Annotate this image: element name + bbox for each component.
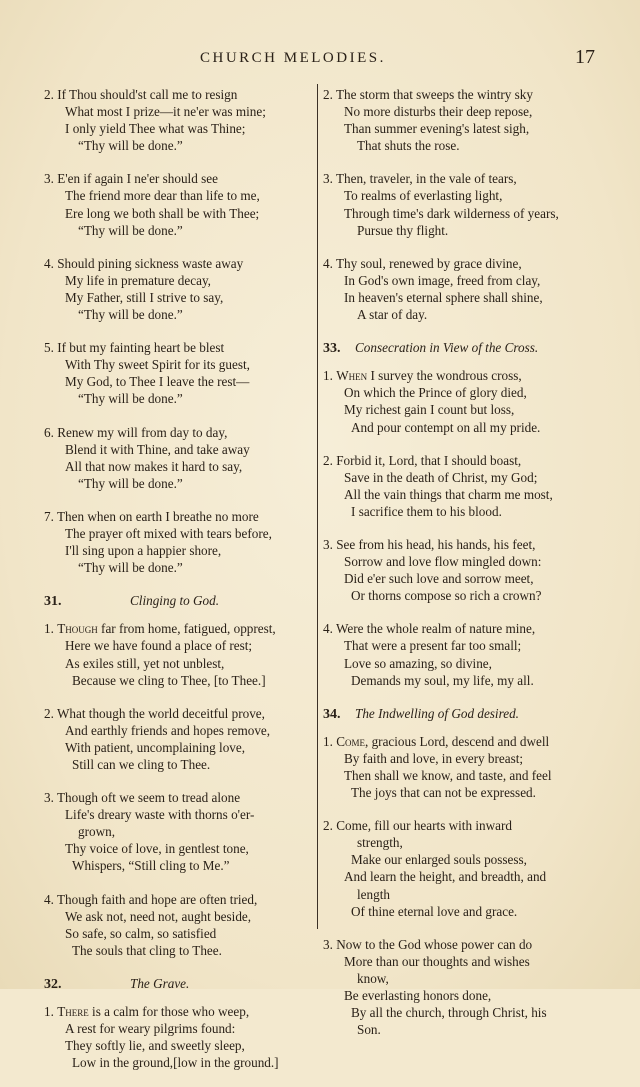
verse-line: The joys that can not be expressed.	[351, 785, 536, 801]
verse-line: Than summer evening's latest sigh,	[344, 121, 530, 137]
verse-line: That were a present far too small;	[344, 638, 522, 654]
stanza	[323, 367, 605, 435]
stanza	[323, 733, 605, 801]
hymn-heading	[44, 592, 316, 610]
verse-line: length	[357, 886, 390, 902]
stanza	[323, 86, 605, 154]
hymn-title: Consecration in View of the Cross.	[355, 340, 539, 356]
verse-line: With Thy sweet Spirit for its guest,	[65, 357, 250, 373]
verse-line: Low in the ground,[low in the ground.]	[72, 1055, 279, 1071]
verse-line: More than our thoughts and wishes	[344, 953, 530, 969]
verse-line: What most I prize—it ne'er was mine;	[65, 104, 266, 120]
verse-line: strength,	[357, 835, 403, 851]
page-number: 17	[575, 46, 595, 68]
right-column	[323, 86, 605, 1054]
verse-line: Through time's dark wilderness of years,	[344, 205, 559, 221]
verse-line: Blend it with Thine, and take away	[65, 441, 250, 457]
running-title: CHURCH MELODIES.	[200, 50, 386, 66]
hymn-heading	[323, 705, 605, 723]
stanza	[44, 789, 316, 874]
verse-line: 4. Though faith and hope are often tried,	[44, 891, 258, 907]
stanza	[44, 424, 316, 492]
verse-line: 2. If Thou should'st call me to resign	[44, 87, 238, 102]
page-header	[0, 46, 640, 74]
hymn-title: The Grave.	[130, 975, 190, 991]
verse-line: Demands my soul, my life, my all.	[351, 672, 534, 688]
stanza	[44, 170, 316, 238]
verse-line: So safe, so calm, so satisfied	[65, 925, 217, 941]
verse-line: By faith and love, in every breast;	[344, 750, 524, 766]
stanza	[323, 536, 605, 604]
verse-line: The friend more dear than life to me,	[65, 188, 260, 204]
verse-line: My God, to Thee I leave the rest—	[65, 374, 250, 390]
verse-line: 7. Then when on earth I breathe no more	[44, 508, 259, 524]
verse-line: 3. Now to the God whose power can do	[323, 936, 533, 952]
verse-line: 2. What though the world deceitful prove,	[44, 705, 265, 721]
stanza	[323, 936, 605, 1039]
hymn-title: The Indwelling of God desired.	[355, 705, 519, 721]
verse-line: Of thine eternal love and grace.	[351, 903, 518, 919]
verse-line: 4. Should pining sickness waste away	[44, 255, 244, 271]
verse-line: 2. Come, fill our hearts with inward	[323, 818, 512, 834]
verse-line: They softly lie, and sweetly sleep,	[65, 1038, 245, 1054]
stanza	[323, 620, 605, 688]
verse-line: Thy voice of love, in gentlest tone,	[65, 841, 249, 857]
verse-line: 3. E'en if again I ne'er should see	[44, 171, 218, 187]
verse-line: Son.	[357, 1022, 381, 1038]
verse-line: That shuts the rose.	[357, 138, 460, 154]
verse-line: All the vain things that charm me most,	[344, 486, 553, 502]
verse-line: 1. Though far from home, fatigued, opprest,	[44, 621, 276, 637]
verse-line: “Thy will be done.”	[78, 222, 183, 238]
verse-line: In heaven's eternal sphere shall shine,	[344, 289, 543, 305]
hymn-number: 31.	[44, 594, 62, 610]
verse-line: Pursue thy flight.	[357, 222, 449, 238]
verse-line: 4. Were the whole realm of nature mine,	[323, 621, 536, 637]
verse-line: On which the Prince of glory died,	[344, 385, 527, 401]
stanza	[44, 620, 316, 688]
verse-line: “Thy will be done.”	[78, 560, 183, 576]
verse-line: I sacrifice them to his blood.	[351, 503, 502, 519]
verse-line: The souls that cling to Thee.	[72, 942, 222, 958]
verse-line: As exiles still, yet not unblest,	[65, 655, 225, 671]
stanza	[44, 339, 316, 407]
stanza	[44, 255, 316, 323]
hymn-title: Clinging to God.	[130, 593, 220, 609]
verse-line: With patient, uncomplaining love,	[65, 739, 246, 755]
stanza	[44, 508, 316, 576]
stanza	[44, 86, 316, 154]
verse-line: And learn the height, and breadth, and	[344, 869, 547, 885]
verse-line: Here we have found a place of rest;	[65, 638, 253, 654]
verse-line: 2. The storm that sweeps the wintry sky	[323, 87, 533, 102]
stanza	[323, 255, 605, 323]
hymn-heading	[323, 339, 605, 357]
column-divider	[317, 84, 318, 929]
stanza	[44, 1003, 316, 1071]
verse-line: Love so amazing, so divine,	[344, 655, 492, 671]
hymn-heading	[44, 975, 316, 993]
verse-line: We ask not, need not, aught beside,	[65, 908, 252, 924]
verse-line: Or thorns compose so rich a crown?	[351, 588, 542, 604]
verse-line: And pour contempt on all my pride.	[351, 419, 541, 435]
hymn-number: 33.	[323, 341, 341, 357]
verse-line: To realms of everlasting light,	[344, 188, 503, 204]
verse-line: “Thy will be done.”	[78, 138, 183, 154]
verse-line: Whispers, “Still cling to Me.”	[72, 858, 230, 874]
verse-line: No more disturbs their deep repose,	[344, 104, 533, 120]
verse-line: Because we cling to Thee, [to Thee.]	[72, 672, 266, 688]
stanza	[44, 891, 316, 959]
verse-line: 1. Come, gracious Lord, descend and dwell	[323, 733, 550, 749]
verse-line: My life in premature decay,	[65, 272, 211, 288]
verse-line: Ere long we both shall be with Thee;	[65, 205, 260, 221]
verse-line: All that now makes it hard to say,	[65, 458, 243, 474]
verse-line: By all the church, through Christ, his	[351, 1005, 547, 1021]
verse-line: Life's dreary waste with thorns o'er-	[65, 807, 255, 823]
verse-line: 1. There is a calm for those who weep,	[44, 1004, 250, 1020]
verse-line: Then shall we know, and taste, and feel	[344, 768, 552, 783]
hymn-number: 34.	[323, 706, 341, 722]
verse-line: I'll sing upon a happier shore,	[65, 543, 222, 559]
verse-line: know,	[357, 970, 389, 986]
verse-line: I only yield Thee what was Thine;	[65, 121, 246, 137]
verse-line: “Thy will be done.”	[78, 307, 183, 323]
verse-line: Did e'er such love and sorrow meet,	[344, 571, 534, 587]
verse-line: In God's own image, freed from clay,	[344, 272, 541, 288]
stanza	[323, 817, 605, 920]
verse-line: grown,	[78, 824, 115, 840]
verse-line: 4. Thy soul, renewed by grace divine,	[323, 255, 522, 271]
verse-line: 3. See from his head, his hands, his feet,	[323, 536, 536, 552]
verse-line: Make our enlarged souls possess,	[351, 852, 527, 868]
verse-line: Sorrow and love flow mingled down:	[344, 554, 542, 570]
verse-line: My Father, still I strive to say,	[65, 289, 224, 305]
verse-line: The prayer oft mixed with tears before,	[65, 525, 272, 541]
verse-line: 3. Then, traveler, in the vale of tears,	[323, 171, 517, 187]
verse-line: And earthly friends and hopes remove,	[65, 722, 271, 738]
verse-line: Still can we cling to Thee.	[72, 757, 211, 772]
verse-line: 5. If but my fainting heart be blest	[44, 340, 225, 356]
verse-line: A star of day.	[357, 307, 428, 323]
verse-line: “Thy will be done.”	[78, 391, 183, 407]
hymn-number: 32.	[44, 976, 62, 992]
stanza	[323, 452, 605, 520]
left-column	[44, 86, 316, 1087]
verse-line: “Thy will be done.”	[78, 475, 183, 491]
verse-line: My richest gain I count but loss,	[344, 402, 515, 418]
verse-line: A rest for weary pilgrims found:	[65, 1021, 236, 1037]
verse-line: 3. Though oft we seem to tread alone	[44, 790, 241, 806]
verse-line: Save in the death of Christ, my God;	[344, 469, 538, 485]
stanza	[323, 170, 605, 238]
verse-line: Be everlasting honors done,	[344, 988, 492, 1004]
verse-line: 6. Renew my will from day to day,	[44, 424, 228, 440]
stanza	[44, 705, 316, 773]
verse-line: 2. Forbid it, Lord, that I should boast,	[323, 452, 522, 468]
verse-line: 1. When I survey the wondrous cross,	[323, 368, 522, 384]
